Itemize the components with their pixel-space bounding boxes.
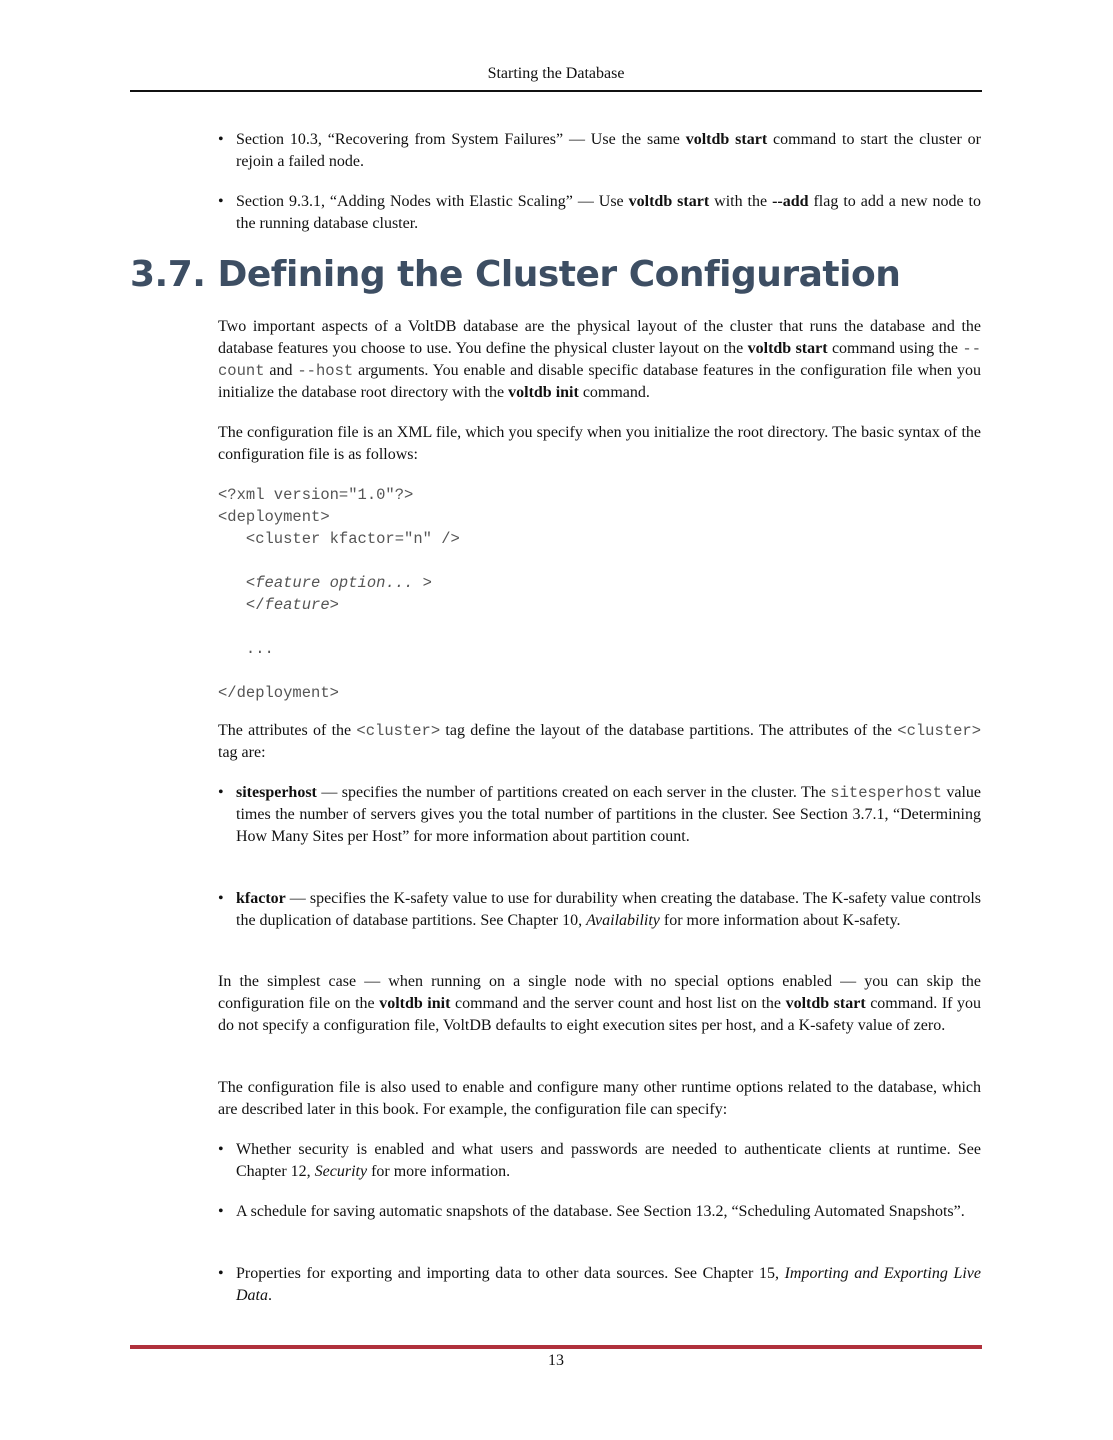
bold-text: voltdb start — [747, 340, 828, 357]
bullet-icon: • — [218, 131, 224, 148]
text-run: > — [413, 574, 432, 592]
text-run: <deployment> — [218, 508, 330, 526]
text-run: The configuration file is also used to enable and configure many other runtime options related to the database, which are described later in this book. For example, the configuration file can specify: — [218, 1079, 981, 1118]
running-header: Starting the Database — [487, 65, 625, 82]
code-line — [218, 660, 460, 682]
bold-text: voltdb start — [628, 193, 710, 210]
code-line — [218, 682, 460, 704]
bold-text: voltdb start — [685, 131, 768, 148]
text-run: — specifies the K-safety value to use for durability when creating the database. The K-safety value controls the duplication of database partitions. See Chapter 10, — [236, 890, 981, 929]
text-run: and — [264, 362, 298, 379]
italic-text: Security — [314, 1163, 368, 1180]
italic-text: feature option... — [255, 574, 414, 592]
bullet-icon: • — [218, 890, 224, 907]
italic-text: Availability — [586, 912, 660, 929]
inline-code: --host — [297, 362, 354, 380]
code-line — [218, 528, 460, 550]
text-run: </deployment> — [218, 684, 339, 702]
inline-code: sitesperhost — [830, 784, 942, 802]
text-run: — specifies the number of partitions created on each server in the cluster. The — [316, 784, 831, 801]
text-run: value times the number of servers gives you the total number of partitions in the cluster. See Section 3.7.1, “Determining How Many Sites per Host” for more information about partition count. — [236, 784, 981, 845]
text-run: The attributes of the — [218, 722, 357, 739]
bold-text: --add — [772, 193, 809, 210]
code-line — [218, 638, 460, 660]
code-line — [218, 484, 460, 506]
list-item — [218, 782, 981, 848]
bold-text: voltdb start — [785, 995, 866, 1012]
text-run: with the — [709, 193, 773, 210]
bold-text: kfactor — [236, 890, 286, 907]
list-item — [218, 1139, 981, 1183]
text-run: flag to add a new node to the running database cluster. — [236, 193, 982, 232]
text-run: tag are: — [218, 744, 266, 761]
text-run: A schedule for saving automatic snapshots of the database. See Section 13.2, “Scheduling Automated Snapshots”. — [236, 1203, 965, 1220]
text-run: tag define the layout of the database partitions. The attributes of the — [440, 722, 898, 739]
text-run: The configuration file is an XML file, which you specify when you initialize the root directory. The basic syntax of the configuration file is as follows: — [218, 424, 981, 463]
paragraph — [218, 316, 981, 404]
list-item — [218, 1263, 981, 1307]
bullet-icon: • — [218, 1141, 224, 1158]
bullet-icon: • — [218, 784, 224, 801]
paragraph — [218, 971, 981, 1037]
text-run: for more information. — [367, 1163, 511, 1180]
code-line — [218, 506, 460, 528]
text-run: command using the — [827, 340, 963, 357]
inline-code: <cluster> — [897, 722, 981, 740]
text-run: <?xml version="1.0"?> — [218, 486, 414, 504]
code-line — [218, 594, 460, 616]
code-line — [218, 550, 460, 572]
inline-code: --count — [218, 340, 982, 380]
bold-text: voltdb init — [379, 995, 451, 1012]
text-run: </ — [218, 596, 265, 614]
text-run: Whether security is enabled and what users and passwords are needed to authenticate clients at runtime. See Chapter 12, — [236, 1141, 981, 1180]
list-item — [218, 129, 981, 173]
text-run: Properties for exporting and importing data to other data sources. See Chapter 15, — [236, 1265, 785, 1282]
bold-text: sitesperhost — [236, 784, 317, 801]
list-item — [218, 191, 981, 235]
page-number: 13 — [548, 1352, 564, 1369]
list-item — [218, 888, 981, 932]
text-run: > — [329, 596, 339, 614]
italic-text: Importing and Exporting Live Data — [236, 1265, 981, 1304]
paragraph — [218, 1077, 981, 1121]
text-run: ... — [218, 640, 274, 658]
text-run: for more information about K-safety. — [659, 912, 901, 929]
footer-rule — [130, 1345, 982, 1349]
text-run: Two important aspects of a VoltDB database are the physical layout of the cluster that runs the database and the database features you choose to use. You define the physical cluster layout on the — [218, 318, 981, 357]
text-run: command to start the cluster or rejoin a failed node. — [236, 131, 982, 170]
text-run: command. — [578, 384, 650, 401]
italic-text: feature — [264, 596, 330, 614]
paragraph — [218, 422, 981, 466]
text-run: Section 10.3, “Recovering from System Failures” — Use the same — [236, 131, 686, 148]
text-run: . — [268, 1287, 272, 1304]
text-run: < — [218, 574, 256, 592]
bullet-icon: • — [218, 1203, 224, 1220]
inline-code: <cluster> — [356, 722, 441, 740]
section-heading: 3.7. Defining the Cluster Configuration — [130, 254, 901, 295]
header-rule — [130, 90, 982, 92]
code-line — [218, 616, 460, 638]
text-run: arguments. You enable and disable specific database features in the configuration file when you initialize the database root directory with the — [218, 362, 981, 401]
paragraph — [218, 720, 981, 764]
text-run: In the simplest case — when running on a single node with no special options enabled — you can skip the configuration file on the — [218, 973, 981, 1012]
code-line — [218, 572, 460, 594]
text-run: <cluster kfactor="n" /> — [218, 530, 460, 548]
bullet-icon: • — [218, 1265, 224, 1282]
bullet-icon: • — [218, 193, 224, 210]
text-run: command and the server count and host list on the — [450, 995, 786, 1012]
code-block — [218, 484, 460, 704]
text-run: command. If you do not specify a configuration file, VoltDB defaults to eight execution sites per host, and a K-safety value of zero. — [218, 995, 982, 1034]
list-item — [218, 1201, 981, 1223]
bold-text: voltdb init — [508, 384, 579, 401]
text-run: Section 9.3.1, “Adding Nodes with Elastic Scaling” — Use — [236, 193, 629, 210]
